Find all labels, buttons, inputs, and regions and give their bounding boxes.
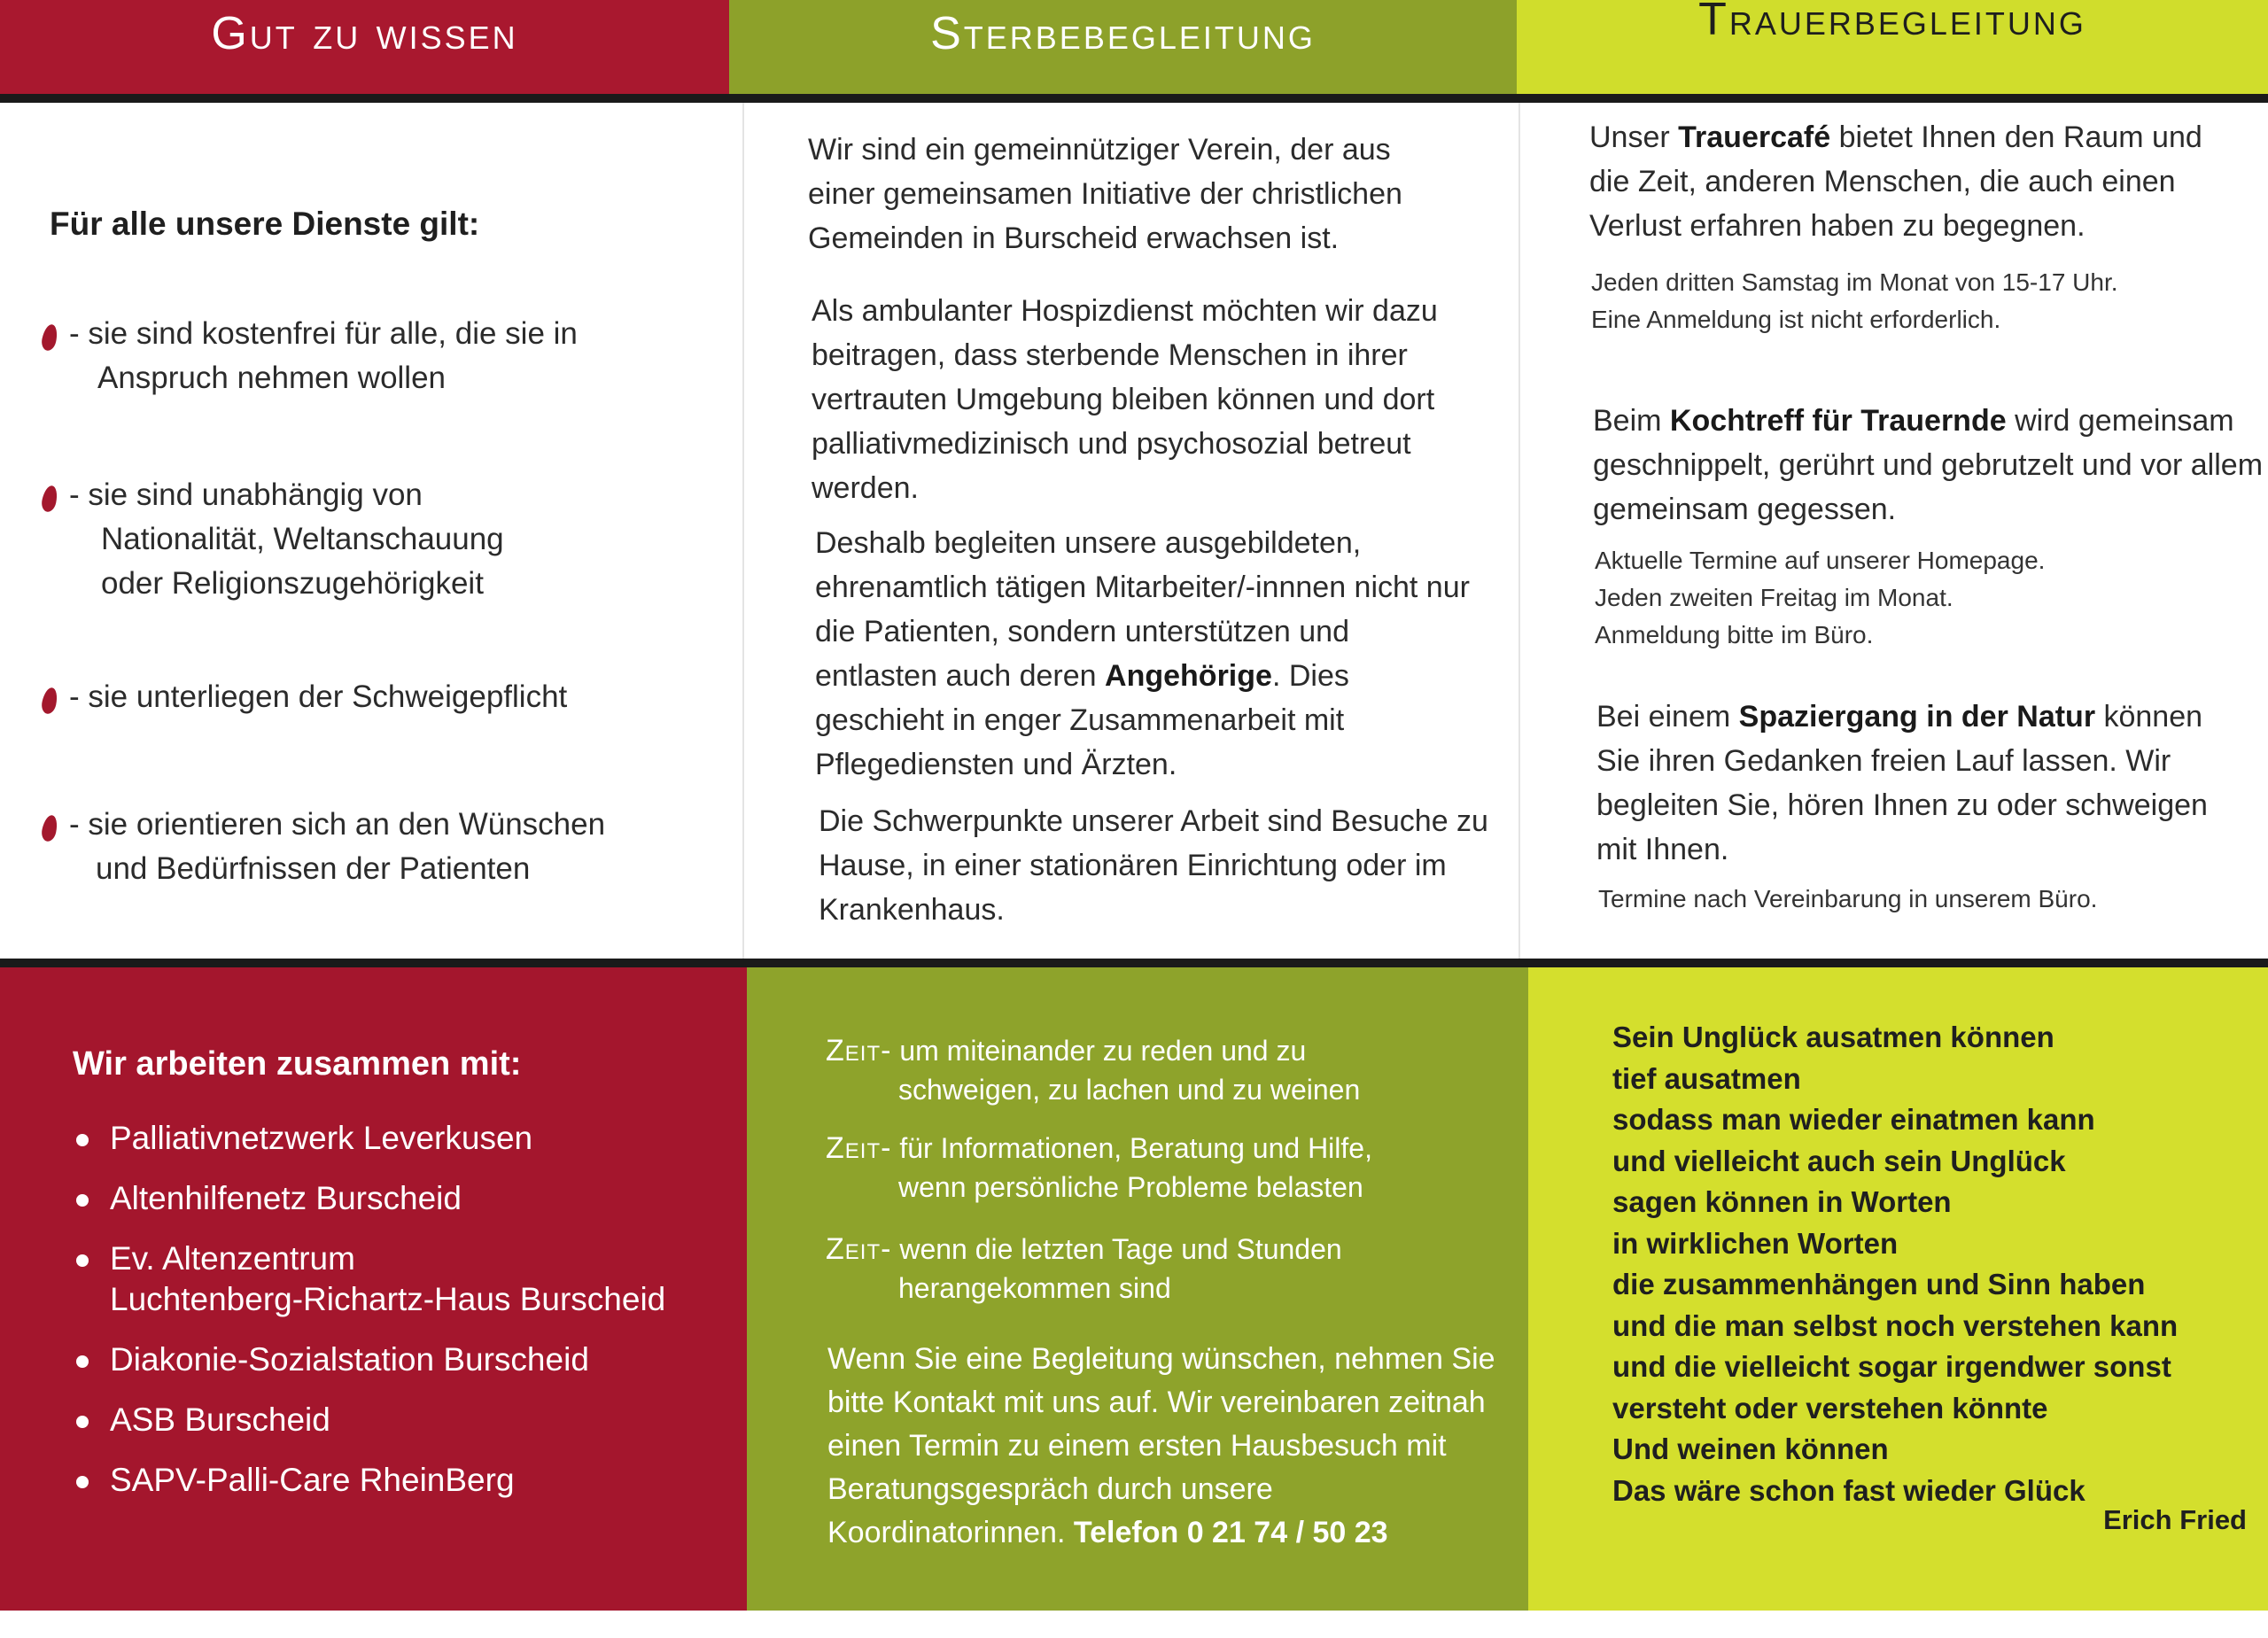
spaziergang-note: Termine nach Vereinbarung in unserem Büro. [1598,885,2098,912]
zeit-row [826,1230,1499,1308]
page-bottom-edge [0,1611,2268,1638]
zeit-line: wenn persönliche Probleme belasten [898,1171,1363,1203]
note-line: Jeden zweiten Freitag im Monat. [1595,584,1953,611]
header-title: Trauerbegleitung [1698,0,2086,45]
text: Unser [1589,120,1679,154]
zeit-row [826,1129,1499,1207]
drop-icon [40,485,59,514]
poem-line: sagen können in Worten [1612,1185,1952,1218]
emphasis-spaziergang: Spaziergang in der Natur [1738,700,2096,734]
trauercafe-text [1589,115,2245,248]
text: können Sie ihren Gedanken freien Lauf lassen. Wir begleiten Sie, hören Ihnen zu oder schweigen mit Ihnen. [1596,700,2208,866]
service-item [43,803,716,891]
zeit-line: herangekommen sind [898,1272,1171,1304]
zeit-line: wenn die letzten Tage und Stunden [899,1233,1342,1265]
fold-line [742,103,744,962]
note-line: Aktuelle Termine auf unserer Homepage. [1595,547,2046,574]
poem-line: und vielleicht auch sein Unglück [1612,1144,2066,1177]
service-line: - sie sind kostenfrei für alle, die sie in [69,316,578,351]
service-line: oder Religionszugehörigkeit [101,566,484,601]
drop-icon [40,323,59,353]
poem-line: in wirklichen Worten [1612,1226,1899,1260]
header-trauerbegleitung [1517,0,2268,99]
text: bietet Ihnen den Raum und die Zeit, anderen Menschen, die auch einen Verlust erfahren haben zu begegnen. [1589,120,2202,243]
service-item [43,473,716,606]
service-item [43,675,716,719]
note-line: Jeden dritten Samstag im Monat von 15-17 Uhr. [1591,268,2118,296]
list-item: Diakonie-Sozialstation Burscheid [73,1339,728,1380]
phone-number: Telefon 0 21 74 / 50 23 [1073,1516,1388,1549]
trauercafe-note [1591,264,2229,338]
poem-line: versteht oder verstehen könnte [1612,1391,2048,1425]
poem-line: sodass man wieder einatmen kann [1612,1103,2095,1136]
poem-line: Das wäre schon fast wieder Glück [1612,1473,2085,1507]
zeit-key: Zeit- [826,1034,892,1067]
header-sterbebegleitung [729,0,1517,99]
service-line: - sie sind unabhängig von [69,477,423,512]
poem-line: und die vielleicht sogar irgendwer sonst [1612,1350,2171,1383]
service-line: Nationalität, Weltanschauung [101,522,504,556]
emphasis-angehoerige: Angehörige [1105,659,1272,693]
fold-line [1518,103,1520,962]
service-line: - sie unterliegen der Schweigepflicht [69,679,568,714]
emphasis-kochtreff: Kochtreff für Trauernde [1669,404,2007,438]
text: . Dies geschieht in enger Zusammenarbeit mit Pflegediensten und Ärzten. [815,659,1349,781]
note-line: Eine Anmeldung ist nicht erforderlich. [1591,306,2001,333]
zeit-line: schweigen, zu lachen und zu weinen [898,1074,1361,1106]
contact-text [827,1338,1501,1555]
services-lead: Für alle unsere Dienste gilt: [50,206,480,242]
spaziergang-text [1596,695,2234,872]
list-item [73,1238,728,1320]
text: wird gemeinsam geschnippelt, gerührt und gebrutzelt und vor allem gemeinsam gegessen. [1593,404,2264,526]
service-line: - sie orientieren sich an den Wünschen [69,807,606,842]
header-title: Gut zu wissen [211,8,518,59]
service-line: Anspruch nehmen wollen [97,361,447,395]
poem-line: Sein Unglück ausatmen können [1612,1021,2054,1053]
partners-list [73,1118,728,1520]
zeit-key: Zeit- [826,1131,892,1165]
sterbe-paragraph-2: Als ambulanter Hospizdienst möchten wir dazu beitragen, dass sterbende Menschen in ihrer vertrauten Umgebung bleiben können und dort palliativmedizinisch und psychosozial betreut werden. [812,294,1438,505]
poem [1612,1017,2233,1511]
sterbe-paragraph-3 [815,521,1471,787]
zeit-line: für Informationen, Beratung und Hilfe, [899,1132,1372,1164]
list-item: Altenhilfenetz Burscheid [73,1178,728,1219]
list-item: ASB Burscheid [73,1400,728,1440]
poem-line: tief ausatmen [1612,1061,1801,1095]
divider-middle [0,959,2268,967]
poem-author: Erich Fried [2103,1504,2247,1535]
drop-icon [40,687,59,716]
text: Beim [1593,404,1670,438]
text: Deshalb begleiten unsere ausgebildeten, ehrenamtlich tätigen Mitarbeiter/-innnen nicht nur die Patienten, sondern unterstützen und entlasten auch deren [815,526,1470,693]
text: Bei einem [1596,700,1739,734]
list-item-line: Luchtenberg-Richartz-Haus Burscheid [110,1281,666,1317]
header-gut-zu-wissen [0,0,729,99]
text: Wenn Sie eine Begleitung wünschen, nehmen Sie bitte Kontakt mit uns auf. Wir vereinbaren zeitnah einen Termin zu einem ersten Hausbesuch mit Beratungsgespräch durch unsere Koordinatorinnen. [827,1342,1495,1549]
zeit-row [826,1031,1499,1109]
poem-line: und die man selbst noch verstehen kann [1612,1308,2179,1342]
service-line: und Bedürfnissen der Patienten [96,851,531,886]
zeit-key: Zeit- [826,1232,892,1266]
list-item-line: Ev. Altenzentrum [110,1240,355,1277]
service-item [43,312,716,400]
kochtreff-text [1593,399,2266,532]
partners-heading: Wir arbeiten zusammen mit: [73,1045,522,1083]
divider-top [0,94,2268,103]
emphasis-trauercafe: Trauercafé [1678,120,1831,154]
poem-line: Und weinen können [1612,1432,1889,1465]
poem-line: die zusammenhängen und Sinn haben [1612,1268,2146,1300]
kochtreff-note [1595,542,2233,654]
list-item: Palliativnetzwerk Leverkusen [73,1118,728,1159]
header-title: Sterbebegleitung [930,8,1316,59]
sterbe-paragraph-1: Wir sind ein gemeinnütziger Verein, der aus einer gemeinsamen Initiative der christlichen Gemeinden in Burscheid erwachsen ist. [808,133,1402,255]
note-line: Anmeldung bitte im Büro. [1595,621,1874,648]
drop-icon [40,814,59,843]
list-item: SAPV-Palli-Care RheinBerg [73,1460,728,1501]
zeit-line: um miteinander zu reden und zu [899,1035,1307,1067]
sterbe-paragraph-4: Die Schwerpunkte unserer Arbeit sind Besuche zu Hause, in einer stationären Einrichtung oder im Krankenhaus. [819,804,1488,927]
